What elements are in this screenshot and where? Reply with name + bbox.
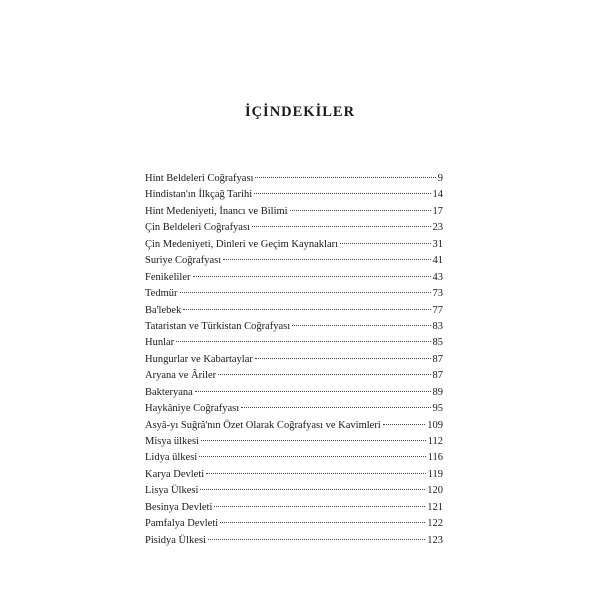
toc-entry-page-number: 23 [432,222,443,234]
toc-entry-page-number: 109 [427,419,443,431]
toc-entry-page-number: 87 [432,370,443,382]
table-of-contents-heading: İÇİNDEKİLER [244,104,356,120]
toc-dot-leader [208,539,425,540]
toc-entry-title: Hungurlar ve Kabartaylar [145,353,253,365]
toc-entry-page-number: 83 [432,320,443,332]
toc-entry-title: Pamfalya Devleti [145,518,219,530]
toc-entry [145,500,443,516]
toc-entry-title: Çin Beldeleri Coğrafyası [145,222,250,234]
toc-entry [145,352,443,368]
toc-entry [145,533,443,549]
toc-dot-leader [199,456,425,457]
toc-entry-page-number: 123 [427,534,443,546]
toc-entry-title: Hint Beldeleri Coğrafyası [145,173,254,184]
toc-entry-page-number: 17 [432,205,443,217]
toc-dot-leader [383,424,426,425]
toc-entry-page-number: 14 [432,189,443,201]
toc-entry-title: Lidya ülkesi [145,452,198,464]
toc-entry-page-number: 9 [437,173,443,184]
toc-entry-page-number: 116 [427,452,443,464]
toc-dot-leader [183,309,430,310]
toc-entry [145,237,443,253]
toc-entry-title: Hint Medeniyeti, İnancı ve Bilimi [145,205,288,217]
toc-entry-page-number: 120 [427,485,443,497]
toc-entry-page-number: 41 [432,255,443,267]
toc-entry-title: Lisya Ülkesi [145,485,199,497]
toc-dot-leader [340,243,430,244]
toc-dot-leader [292,325,430,326]
toc-entry-page-number: 95 [432,403,443,415]
toc-dot-leader [255,177,435,178]
toc-entry-page-number: 112 [427,436,443,447]
toc-dot-leader [255,358,431,359]
toc-entry [145,270,443,286]
toc-dot-leader [195,391,431,392]
toc-entry-title: Haykâniye Coğrafyası [145,403,240,415]
toc-dot-leader [290,210,431,211]
toc-dot-leader [252,226,431,227]
toc-entry [145,319,443,335]
toc-entry [145,220,443,236]
toc-entry [145,385,443,401]
toc-dot-leader [180,292,431,293]
toc-entry [145,450,443,466]
toc-entry-title: Aryana ve Âriler [145,370,217,382]
toc-entry-title: Fenikeliler [145,271,191,283]
toc-entry-title: Pisidya Ülkesi [145,534,206,546]
toc-entry-title: Ba'lebek [145,304,182,316]
toc-entry [145,368,443,384]
toc-entry-title: Besinya Devleti [145,501,213,513]
toc-dot-leader [201,440,426,441]
toc-dot-leader [176,341,430,342]
toc-entry [145,171,443,187]
toc-entry-page-number: 43 [432,271,443,283]
toc-dot-leader [241,407,430,408]
toc-entry-page-number: 119 [427,468,443,480]
toc-entry [145,467,443,483]
toc-entry-title: Tedmür [145,288,178,300]
toc-entry-page-number: 87 [432,353,443,365]
toc-entry-page-number: 77 [432,304,443,316]
toc-dot-leader [218,374,430,375]
toc-entry [145,286,443,302]
toc-entry-title: Suriye Coğrafyası [145,255,222,267]
table-of-contents-list [145,171,443,549]
toc-entry-title: Hindistan'ın İlkçağ Tarihi [145,189,253,201]
toc-entry [145,303,443,319]
toc-dot-leader [223,259,430,260]
toc-entry-page-number: 85 [432,337,443,349]
toc-dot-leader [193,276,431,277]
toc-entry-title: Çin Medeniyeti, Dinleri ve Geçim Kaynakları [145,238,339,250]
toc-dot-leader [200,489,425,490]
toc-entry-title: Hunlar [145,337,175,349]
toc-dot-leader [254,193,430,194]
toc-dot-leader [220,522,425,523]
toc-entry [145,483,443,499]
toc-entry-title: Misya ülkesi [145,436,199,447]
toc-entry [145,335,443,351]
toc-entry-title: Karya Devleti [145,468,205,480]
toc-dot-leader [214,506,425,507]
toc-entry [145,434,443,450]
toc-entry-page-number: 121 [427,501,443,513]
toc-entry [145,187,443,203]
toc-entry-page-number: 89 [432,386,443,398]
toc-entry-page-number: 73 [432,288,443,300]
toc-entry-page-number: 31 [432,238,443,250]
toc-entry [145,418,443,434]
toc-entry-page-number: 122 [427,518,443,530]
toc-entry [145,516,443,532]
toc-entry [145,253,443,269]
toc-entry-title: Asyâ-yı Suğrâ'nın Özet Olarak Coğrafyası ve Kavimleri [145,419,381,431]
toc-entry-title: Bakteryana [145,386,193,398]
toc-dot-leader [206,473,425,474]
toc-entry [145,204,443,220]
toc-entry [145,401,443,417]
toc-entry-title: Tataristan ve Türkistan Coğrafyası [145,320,291,332]
